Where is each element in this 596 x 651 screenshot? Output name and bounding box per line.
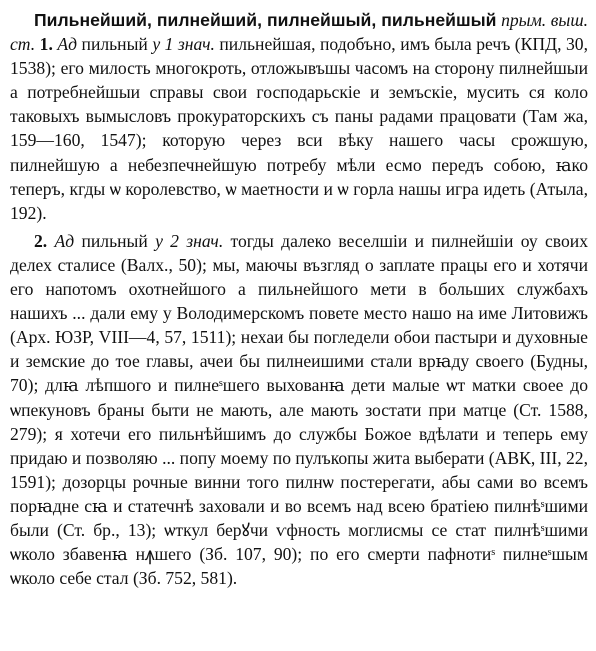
sense-2-ref-word: пильный	[74, 230, 156, 251]
grammar-label: прым. выш. ст.	[10, 10, 588, 55]
sense-1-ref: Ад	[57, 34, 78, 55]
sense-1-ref-sense: у 1 знач.	[152, 34, 215, 55]
sense-2-ref-sense: у 2 знач.	[155, 230, 224, 251]
sense-1-text: пильнейшая, подобъно, имъ была речъ (КПД, 30, 1538); его милость многокроть, отложывъшы часомъ на сторону пилнейшыи а потребнейшыи справы свои господарьскіе и земъскіе, мусить ся коло таковыхъ вымысловъ прокураторскихъ съ паны радами працовати (Там жа, 159—160, 1547); которую через вси вѣку нашего часы срожшую, пилнейшую а небезпечнейшую потребу мѣли есмо передъ собою, ꙗко теперъ, кгды ѡ королевство, ѡ маетности и ѡ горла нашы игра идеть (Атыла, 192).	[10, 34, 589, 223]
sense-2-text: тогды далеко веселшіи и пилнейшіи оу своих делех сталисе (Валх., 50); мы, маючы възгляд о заплате працы его и хотячи его напотомъ охотнейшого а пильнейшого мети в больших службахъ нашихъ ... дали ему у Володимерскомъ повете место нашо на име Литовижъ (Арх. ЮЗР, VIII—4, 57, 1511); нехаи бы погледели обои пастыри и духовные и земские до тое главы, ачеи бы пилнеишими стали врꙗду своего (Будны, 70); длꙗ лѣпшого и пилнеˢшего выхованꙗ дети малые ѡт матки своее до ѡпекуновъ браны быти не мають, але мають зостати при матце (Ст. 1588, 279); я хотечи его пильнѣйшимъ до службы Божое вдѣлати и теперь ему придаю и позволяю ... попу моему по пулъкопы жита выберати (АВК, III, 22, 1591); дозорцы рочные винни того пилнѡ постерегати, абы сами во всемъ порꙗдне сꙗ и статечнѣ заховали и во всемъ над всею братіею пилнѣˢшими были (Ст. бр., 13); ѡткул берꙋчи ѵфность моглисмы се стат пилнѣˢшими ѡколо збавенꙗ нꙟшего (Зб. 107, 90); по его смерти пафнотиˢ пилнеˢшым ѡколо себе стал (Зб. 752, 581).	[10, 230, 588, 589]
entry-sense-1	[10, 8, 588, 225]
entry-sense-2	[10, 229, 588, 590]
sense-1-ref-word: пильный	[77, 34, 153, 55]
dictionary-page	[10, 8, 588, 594]
sense-2-ref: Ад	[54, 230, 75, 251]
sense-number-2: 2.	[34, 230, 48, 251]
headword: Пильнейший, пилнейший, пилнейшый, пильнейшый	[34, 10, 497, 30]
sense-number-1: 1.	[39, 34, 53, 55]
